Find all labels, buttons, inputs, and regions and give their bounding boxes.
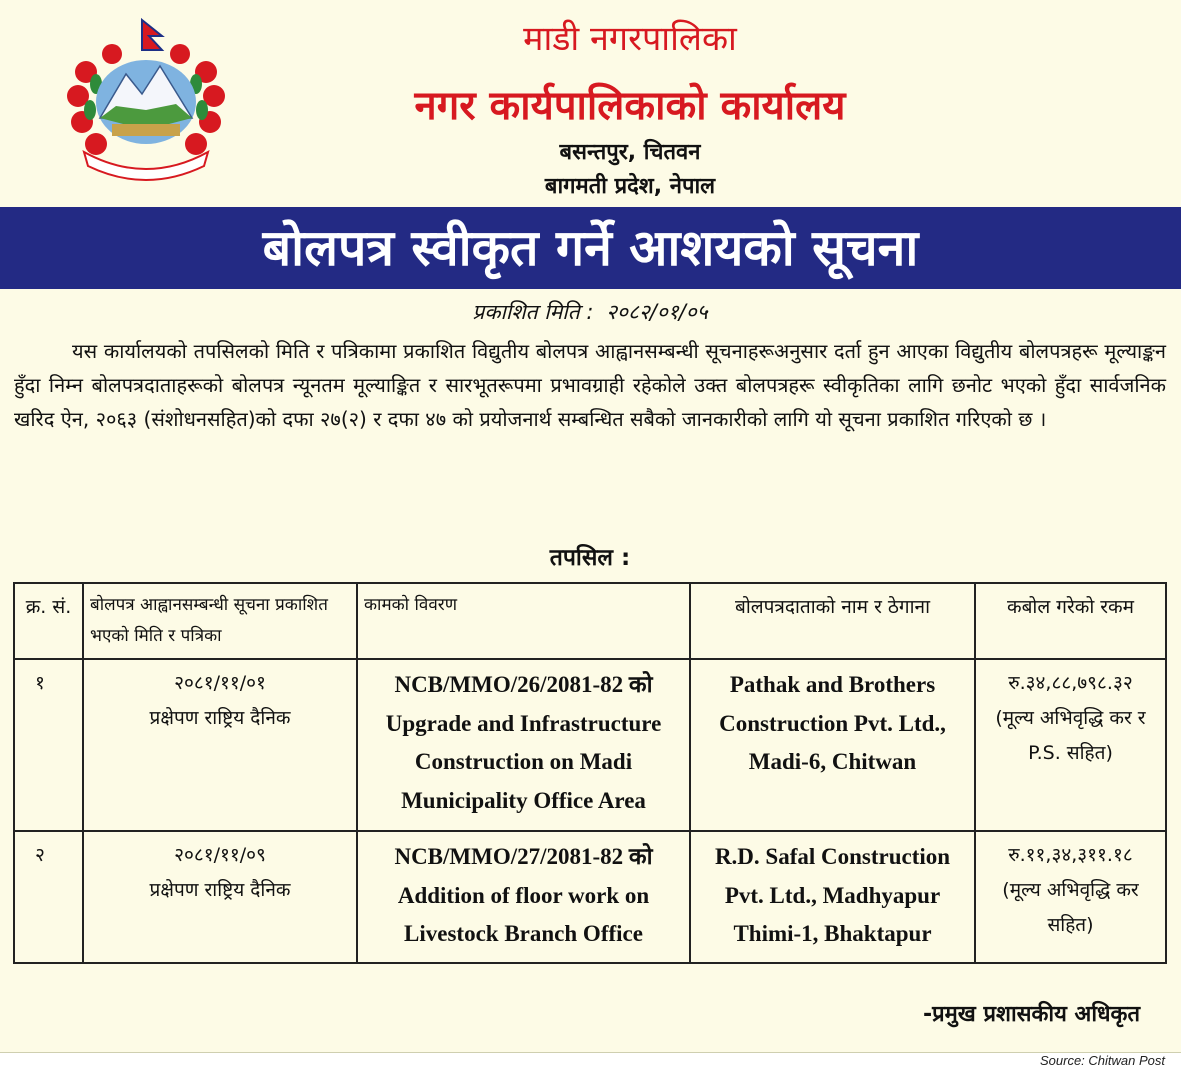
org-name: माडी नगरपालिका <box>523 19 737 59</box>
row-amount: रु.३४,८८,७९८.३२ <box>1008 672 1133 694</box>
row-paper: प्रक्षेपण राष्ट्रिय दैनिक <box>149 879 291 901</box>
table-row <box>14 659 1166 831</box>
header-notice: बोलपत्र आह्वानसम्बन्धी सूचना प्रकाशित भएको मिति र पत्रिका <box>83 583 357 659</box>
header-sn: क्र. सं. <box>14 583 83 659</box>
row-notice <box>83 831 357 963</box>
schedule-heading: तपसिल : <box>549 545 631 571</box>
address-line-2: बागमती प्रदेश, नेपाल <box>544 174 716 199</box>
bid-table <box>13 582 1167 964</box>
row-paper: प्रक्षेपण राष्ट्रिय दैनिक <box>149 707 291 729</box>
row-notice <box>83 659 357 831</box>
notice-title: बोलपत्र स्वीकृत गर्ने आशयको सूचना <box>0 207 1181 289</box>
header-work: कामको विवरण <box>357 583 690 659</box>
publish-date-value: २०८२/०१/०५ <box>606 300 708 324</box>
source-credit: Source: Chitwan Post <box>1039 1053 1165 1068</box>
table-row <box>14 831 1166 963</box>
row-amount-cell <box>975 831 1166 963</box>
row-date: २०८१/११/०१ <box>174 672 266 694</box>
row-amount: रु.११,३४,३११.१८ <box>1008 844 1133 866</box>
row-bidder: Pathak and Brothers Construction Pvt. Ltd., Madi-6, Chitwan <box>690 659 975 831</box>
address-line-1: बसन्तपुर, चितवन <box>559 140 701 165</box>
office-name: नगर कार्यपालिकाको कार्यालय <box>414 83 846 129</box>
row-sn: २ <box>14 831 83 963</box>
table-header-row <box>14 583 1166 659</box>
row-amount-cell <box>975 659 1166 831</box>
row-amount-note: (मूल्य अभिवृद्धि कर र P.S. सहित) <box>995 707 1146 764</box>
publish-date-label: प्रकाशित मिति : <box>472 300 594 324</box>
signature: -प्रमुख प्रशासकीय अधिकृत <box>923 1002 1140 1027</box>
row-work: NCB/MMO/26/2081-82 को Upgrade and Infrastructure Construction on Madi Municipality Office Area <box>357 659 690 831</box>
row-amount-note: (मूल्य अभिवृद्धि कर सहित) <box>1002 879 1139 936</box>
header-amount: कबोल गरेको रकम <box>975 583 1166 659</box>
header-bidder: बोलपत्रदाताको नाम र ठेगाना <box>690 583 975 659</box>
notice-body: यस कार्यालयको तपसिलको मिति र पत्रिकामा प्रकाशित विद्युतीय बोलपत्र आह्वानसम्बन्धी सूचनाहरूअनुसार दर्ता हुन आएका विद्युतीय बोलपत्रहरू मूल्याङ्कन हुँदा निम्न बोलपत्रदाताहरूको बोलपत्र न्यूनतम मूल्याङ्कित र सारभूतरूपमा प्रभावग्राही रहेकोले उक्त बोलपत्रहरू स्वीकृतिका लागि छनोट भएको हुँदा सार्वजनिक खरिद ऐन, २०६३ (संशोधनसहित)को दफा २७(२) र दफा ४७ को प्रयोजनार्थ सम्बन्धित सबैको जानकारीको लागि यो सूचना प्रकाशित गरिएको छ । <box>14 339 1166 431</box>
row-sn: १ <box>14 659 83 831</box>
publish-date <box>380 298 800 326</box>
row-date: २०८१/११/०९ <box>174 844 266 866</box>
row-work: NCB/MMO/27/2081-82 को Addition of floor work on Livestock Branch Office <box>357 831 690 963</box>
row-bidder: R.D. Safal Construction Pvt. Ltd., Madhyapur Thimi-1, Bhaktapur <box>690 831 975 963</box>
